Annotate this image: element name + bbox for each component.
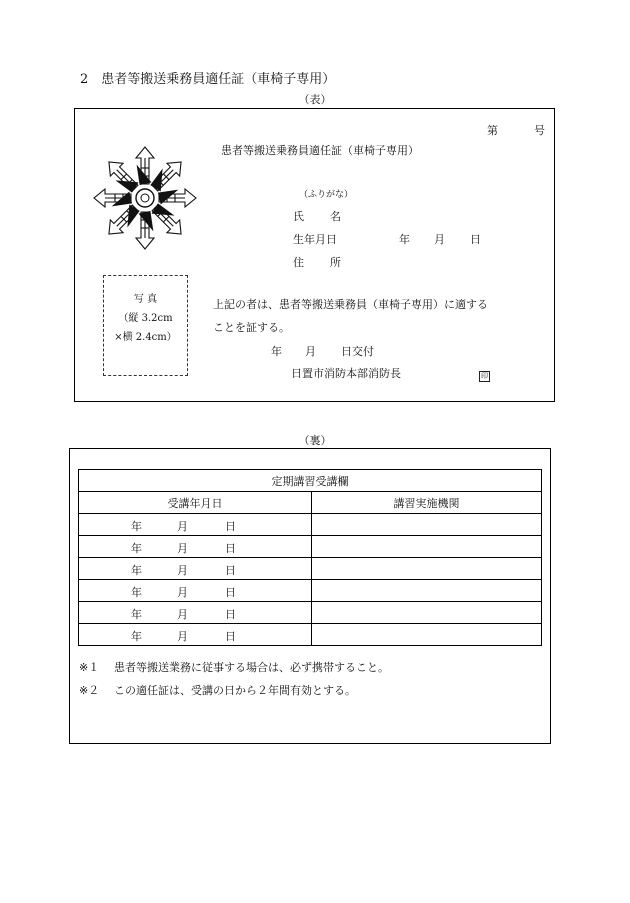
organization-cell — [312, 602, 542, 624]
date-cell — [79, 558, 312, 580]
date-cell — [79, 580, 312, 602]
month-unit: 月 — [177, 520, 188, 533]
note-1-text: 患者等搬送業務に従事する場合は、必ず携帯すること。 — [114, 661, 389, 674]
month-unit: 月 — [177, 542, 188, 555]
note-2-text: この適任証は、受講の日から２年間有効とする。 — [114, 684, 356, 697]
number-go: 号 — [534, 124, 545, 137]
furigana-label: （ふりがな） — [299, 190, 354, 200]
organization-cell — [312, 536, 542, 558]
birth-month-unit: 月 — [434, 233, 445, 246]
table-row — [79, 624, 542, 646]
fire-department-emblem-icon — [93, 146, 197, 250]
organization-cell — [312, 558, 542, 580]
address-label-2: 所 — [330, 256, 341, 269]
organization-cell — [312, 514, 542, 536]
seal-mark-icon: 印 — [481, 372, 488, 380]
certificate-front-card — [74, 108, 555, 402]
month-unit: 月 — [177, 564, 188, 577]
table-title: 定期講習受講欄 — [79, 470, 542, 492]
table-title-row — [79, 470, 542, 492]
certificate-back-card — [69, 448, 551, 744]
note-2-mark: ※２ — [79, 684, 100, 697]
date-cell — [79, 536, 312, 558]
photo-width: ×横 2.4cm） — [114, 332, 177, 343]
name-label-2: 名 — [330, 210, 341, 223]
birth-year-unit: 年 — [399, 233, 410, 246]
issue-year-unit: 年 — [271, 345, 282, 358]
table-row — [79, 602, 542, 624]
day-unit: 日 — [225, 586, 236, 599]
organization-cell — [312, 624, 542, 646]
day-unit: 日 — [225, 520, 236, 533]
table-row — [79, 536, 542, 558]
day-unit: 日 — [225, 564, 236, 577]
year-unit: 年 — [131, 542, 142, 555]
table-row — [79, 580, 542, 602]
front-side-label: （表） — [298, 93, 332, 106]
certify-line-2: ことを証する。 — [213, 321, 290, 334]
year-unit: 年 — [131, 608, 142, 621]
month-unit: 月 — [177, 608, 188, 621]
table-row — [79, 514, 542, 536]
year-unit: 年 — [131, 630, 142, 643]
certify-line-1: 上記の者は、患者等搬送乗務員（車椅子専用）に適する — [213, 298, 488, 311]
year-unit: 年 — [131, 564, 142, 577]
month-unit: 月 — [177, 630, 188, 643]
address-label-1: 住 — [293, 256, 304, 269]
year-unit: 年 — [131, 586, 142, 599]
date-cell — [79, 624, 312, 646]
note-1-mark: ※１ — [79, 661, 100, 674]
issue-month-unit: 月 — [305, 345, 316, 358]
table-row — [79, 558, 542, 580]
back-side-label: （裏） — [298, 434, 332, 447]
table-header-row — [79, 492, 542, 514]
day-unit: 日 — [225, 542, 236, 555]
photo-height: （縦 3.2cm — [118, 313, 173, 324]
name-label-1: 氏 — [293, 210, 304, 223]
day-unit: 日 — [225, 630, 236, 643]
birthdate-label: 生年月日 — [293, 233, 337, 246]
photo-label: 写 真 — [133, 294, 158, 305]
year-unit: 年 — [131, 520, 142, 533]
month-unit: 月 — [177, 586, 188, 599]
training-record-table — [78, 469, 542, 646]
date-cell — [79, 602, 312, 624]
birth-day-unit: 日 — [470, 233, 481, 246]
photo-placeholder — [103, 275, 188, 376]
issue-day-label: 日交付 — [341, 345, 374, 358]
card-title: 患者等搬送乗務員適任証（車椅子専用） — [221, 144, 419, 157]
column-header-organization: 講習実施機関 — [312, 492, 542, 514]
section-heading: 2 患者等搬送乗務員適任証（車椅子専用） — [80, 72, 336, 87]
day-unit: 日 — [225, 608, 236, 621]
organization-cell — [312, 580, 542, 602]
number-dai: 第 — [487, 124, 498, 137]
date-cell — [79, 514, 312, 536]
column-header-date: 受講年月日 — [79, 492, 312, 514]
issuer-name: 日置市消防本部消防長 — [291, 367, 401, 380]
